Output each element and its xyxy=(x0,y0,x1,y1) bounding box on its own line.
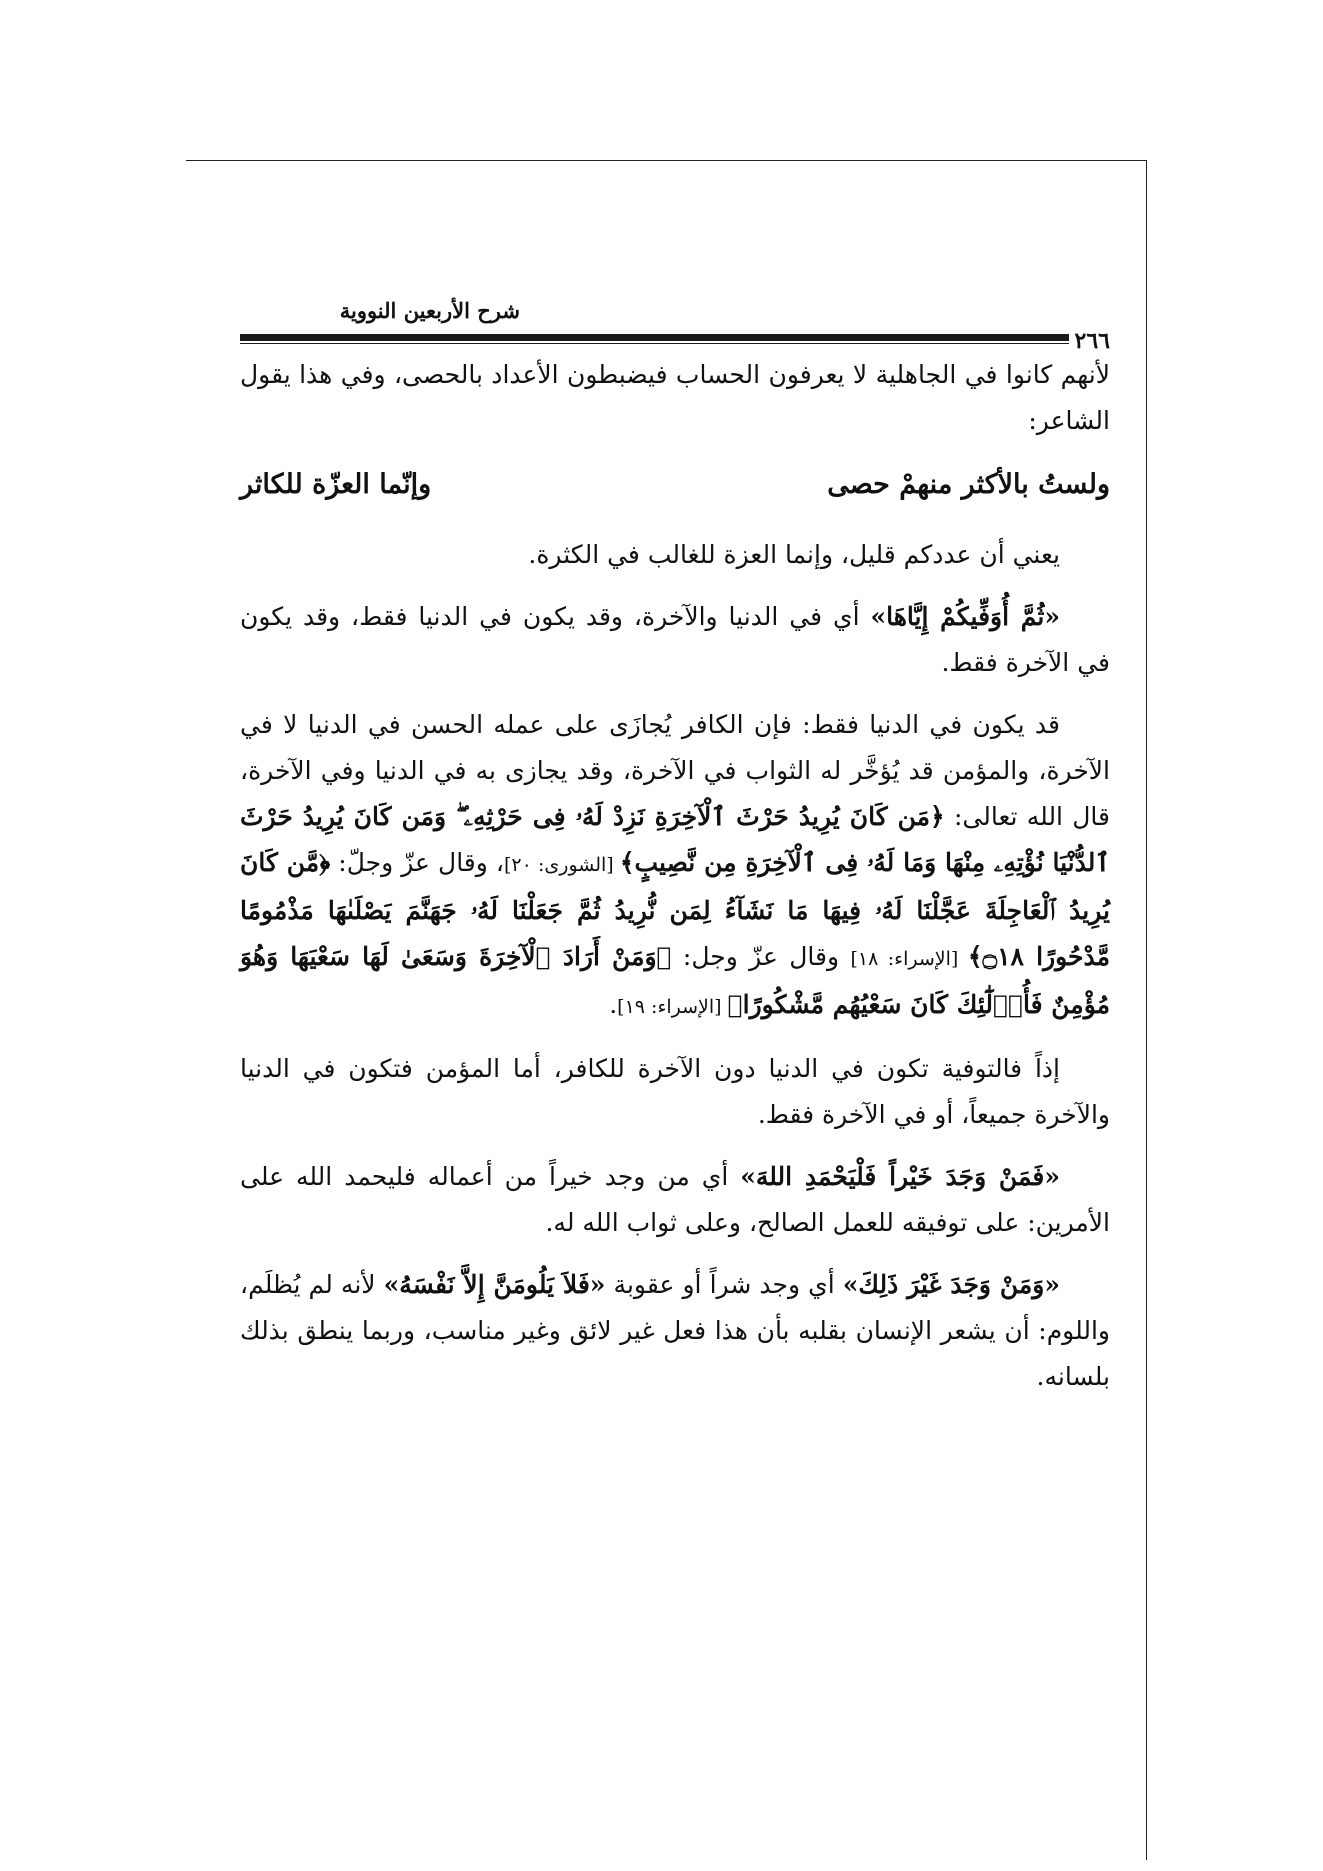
quran-ref-1: [الشورى: ٢٠] xyxy=(503,854,620,876)
page-number: ٢٦٦ xyxy=(1069,328,1110,354)
paragraph-7 xyxy=(240,1262,1110,1400)
verse-first-hemistich: ولستُ بالأكثر منهمْ حصى xyxy=(827,469,1110,500)
hadith-quote: «وَمَنْ وَجَدَ غَيْرَ ذَلِكَ» xyxy=(842,1270,1060,1299)
paragraph-3-text: أي في الدنيا والآخرة، وقد يكون في الدنيا فقط، وقد يكون في الآخرة فقط. xyxy=(240,602,1110,677)
header-rule-thin xyxy=(240,343,1110,344)
paragraph-4-text-b: ، وقال عزّ وجلّ: xyxy=(330,848,504,877)
paragraph-5: إذاً فالتوفية تكون في الدنيا دون الآخرة للكافر، أما المؤمن فتكون في الدنيا والآخرة جميعاً، أو في الآخرة فقط. xyxy=(240,1054,1110,1129)
body-text xyxy=(240,352,1110,1400)
quran-ref-3: [الإسراء: ١٩] xyxy=(617,996,728,1018)
paragraph-2: يعني أن عددكم قليل، وإنما العزة للغالب في الكثرة. xyxy=(528,540,1060,569)
hadith-quote: «فَمَنْ وَجَدَ خَيْراً فَلْيَحْمَدِ اللهَ» xyxy=(740,1162,1060,1191)
page-frame-right xyxy=(1146,160,1147,1860)
paragraph-4-text-c: وقال عزّ وجل: xyxy=(671,942,851,971)
book-page xyxy=(240,296,1110,1796)
paragraph-1: لأنهم كانوا في الجاهلية لا يعرفون الحساب فيضبطون الأعداد بالحصى، وفي هذا يقول الشاعر: xyxy=(240,360,1110,435)
hadith-quote-2: «فَلاَ يَلُومَنَّ إِلاَّ نَفْسَهُ» xyxy=(383,1270,606,1299)
page-frame-top xyxy=(186,160,1146,161)
paragraph-6 xyxy=(240,1154,1110,1246)
quran-verse-1: ﴿مَن كَانَ يُرِيدُ حَرْثَ ٱلْآخِرَةِ نَزِدْ لَهُۥ فِى حَرْثِهِۦ ۖ وَمَن كَانَ يُرِيدُ حَرْثَ ٱلدُّنْيَا نُؤْتِهِۦ مِنْهَا وَمَا لَهُۥ فِى ٱلْآخِرَةِ مِن نَّصِيبٍ﴾ xyxy=(240,802,1110,877)
paragraph-7-text-a: أي وجد شراً أو عقوبة xyxy=(605,1270,843,1299)
quran-verse-3: ﴿وَمَنْ أَرَادَ ٱلْآخِرَةَ وَسَعَىٰ لَهَا سَعْيَهَا وَهُوَ مُؤْمِنٌ فَأُو۟لَٰٓئِكَ كَانَ سَعْيُهُم مَّشْكُورًا﴾ xyxy=(240,942,1110,1019)
quran-ref-2: [الإسراء: ١٨] xyxy=(850,948,968,970)
paragraph-6-text: أي من وجد خيراً من أعماله فليحمد الله على الأمرين: على توفيقه للعمل الصالح، وعلى ثواب الله له. xyxy=(240,1162,1110,1237)
quran-verse-2: ﴿مَّن كَانَ يُرِيدُ ٱلْعَاجِلَةَ عَجَّلْنَا لَهُۥ فِيهَا مَا نَشَآءُ لِمَن نُّرِيدُ ثُمَّ جَعَلْنَا لَهُۥ جَهَنَّمَ يَصْلَىٰهَا مَذْمُومًا مَّدْحُورًا ۝١٨﴾ xyxy=(240,848,1111,971)
verse-second-hemistich: وإنّما العزّة للكاثر xyxy=(240,469,432,500)
paragraph-4-end: . xyxy=(609,990,618,1019)
paragraph-4 xyxy=(240,702,1110,1030)
header-rule-thick xyxy=(240,334,1110,341)
paragraph-3 xyxy=(240,594,1110,686)
poetry-verse xyxy=(240,460,1110,510)
hadith-quote: «ثُمَّ أُوَفِّيكُمْ إِيَّاهَا» xyxy=(870,602,1060,631)
paragraph-4-text-a: قد يكون في الدنيا فقط: فإن الكافر يُجازَى على عمله الحسن في الدنيا لا في الآخرة، والمؤمن قد يُؤخَّر له الثواب في الآخرة، وقد يجازى به في الدنيا وفي الآخرة، قال الله تعالى: xyxy=(240,710,1111,831)
running-title: شرح الأربعين النووية xyxy=(339,298,520,323)
running-header xyxy=(240,296,1110,354)
paragraph-7-text-b: لأنه لم يُظلَم، واللوم: أن يشعر الإنسان بقلبه بأن هذا فعل غير لائق وغير مناسب، وربما ينطق بذلك بلسانه. xyxy=(240,1270,1110,1391)
